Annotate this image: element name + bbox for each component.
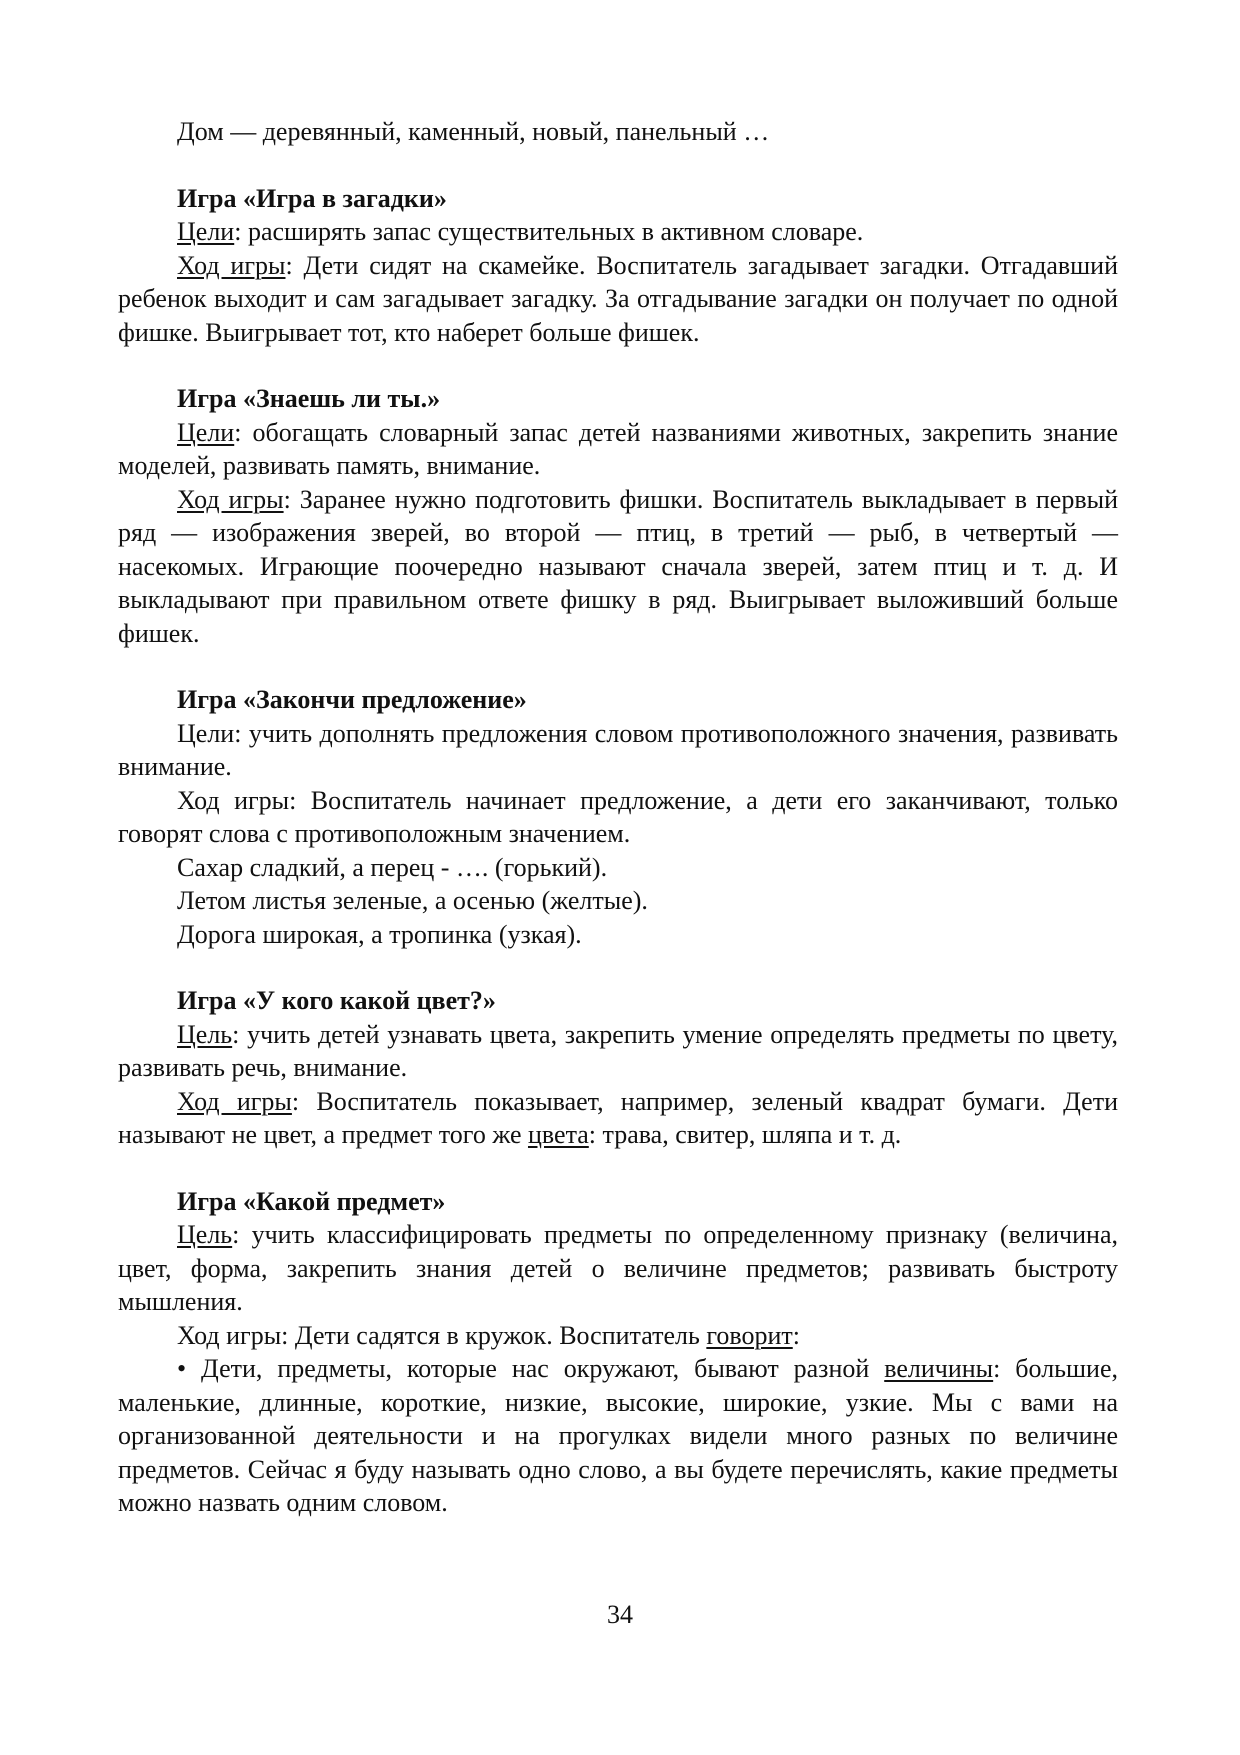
page-content	[118, 115, 1118, 1520]
goal-text: : учить классифицировать предметы по определенному признаку (величина, цвет, форма, закрепить знания детей о величине предметов; развивать быстроту мышления.	[118, 1220, 1118, 1316]
game-goals: Цели: учить дополнять предложения словом противоположного значения, развивать внимание.	[118, 718, 1118, 781]
intro-line: Дом — деревянный, каменный, новый, панельный …	[177, 117, 770, 146]
progress-label: Ход игры	[177, 484, 284, 514]
example-line: Сахар сладкий, а перец - …. (горький).	[177, 852, 608, 882]
progress-text: : Заранее нужно подготовить фишки. Воспитатель выкладывает в первый ряд — изображения зверей, во второй — птиц, в третий — рыб, в четвертый — насекомых. Играющие поочередно называют сначала зверей, затем птиц и т. д. И выкладывают при правильном ответе фишку в ряд. Выигрывает выложивший больше фишек.	[118, 484, 1119, 648]
game-goal	[118, 1218, 1118, 1319]
game-progress	[118, 1085, 1118, 1152]
goals-text: : расширять запас существительных в активном словаре.	[234, 217, 864, 246]
progress-text-end: : трава, свитер, шляпа и т. д.	[588, 1120, 902, 1149]
game-progress	[118, 249, 1118, 350]
game-goals	[118, 416, 1118, 483]
game-progress: Ход игры: Воспитатель начинает предложение, а дети его заканчивают, только говорят слова с противоположным значением.	[118, 785, 1118, 848]
game-title: Игра «Закончи предложение»	[177, 685, 527, 714]
game-title: Игра «Какой предмет»	[177, 1186, 446, 1216]
goal-label: Цель	[177, 1019, 233, 1049]
example-line: Дорога широкая, а тропинка (узкая).	[177, 919, 582, 949]
game-progress	[118, 483, 1118, 651]
progress-text-end: :	[792, 1320, 800, 1350]
goal-label: Цель	[177, 1220, 233, 1249]
game-title: Игра «Игра в загадки»	[177, 183, 447, 213]
game-progress	[118, 1319, 1118, 1353]
says-word: говорит	[706, 1320, 793, 1350]
speech-text: • Дети, предметы, которые нас окружают, бывают разной	[177, 1354, 885, 1383]
teacher-speech	[118, 1352, 1118, 1520]
progress-text: Ход игры: Дети садятся в кружок. Воспитатель	[177, 1320, 707, 1350]
goal-text: : учить детей узнавать цвета, закрепить умение определять предметы по цвету, развивать речь, внимание.	[118, 1019, 1118, 1082]
example-line: Летом листья зеленые, а осенью (желтые).	[177, 886, 648, 915]
game-title: Игра «У кого какой цвет?»	[177, 986, 496, 1015]
goals-label: Цели	[177, 217, 235, 246]
speech-text-end: : большие, маленькие, длинные, короткие, низкие, высокие, широкие, узкие. Мы с вами на организованной деятельности и на прогулках видели много разных по величине предметов. Сейчас я буду называть одно слово, а вы будете перечислять, какие предметы можно назвать одним словом.	[118, 1354, 1118, 1517]
goals-text: : обогащать словарный запас детей названиями животных, закрепить знание моделей, развивать память, внимание.	[118, 417, 1118, 480]
progress-text: : Воспитатель показывает, например, зеленый квадрат бумаги. Дети называют не цвет, а предмет того же	[118, 1086, 1118, 1149]
game-goals	[118, 215, 1118, 249]
progress-text: : Дети сидят на скамейке. Воспитатель загадывает загадки. Отгадавший ребенок выходит и сам загадывает загадку. За отгадывание загадки он получает по одной фишке. Выигрывает тот, кто наберет больше фишек.	[118, 250, 1118, 347]
size-word: величины	[884, 1354, 994, 1383]
game-title: Игра «Знаешь ли ты.»	[177, 384, 441, 413]
color-word: цвета	[527, 1120, 589, 1149]
progress-label: Ход игры	[177, 1086, 292, 1116]
page-number: 34	[607, 1600, 633, 1629]
goals-label: Цели	[177, 417, 235, 447]
progress-label: Ход игры	[177, 250, 286, 280]
game-goal	[118, 1018, 1118, 1085]
